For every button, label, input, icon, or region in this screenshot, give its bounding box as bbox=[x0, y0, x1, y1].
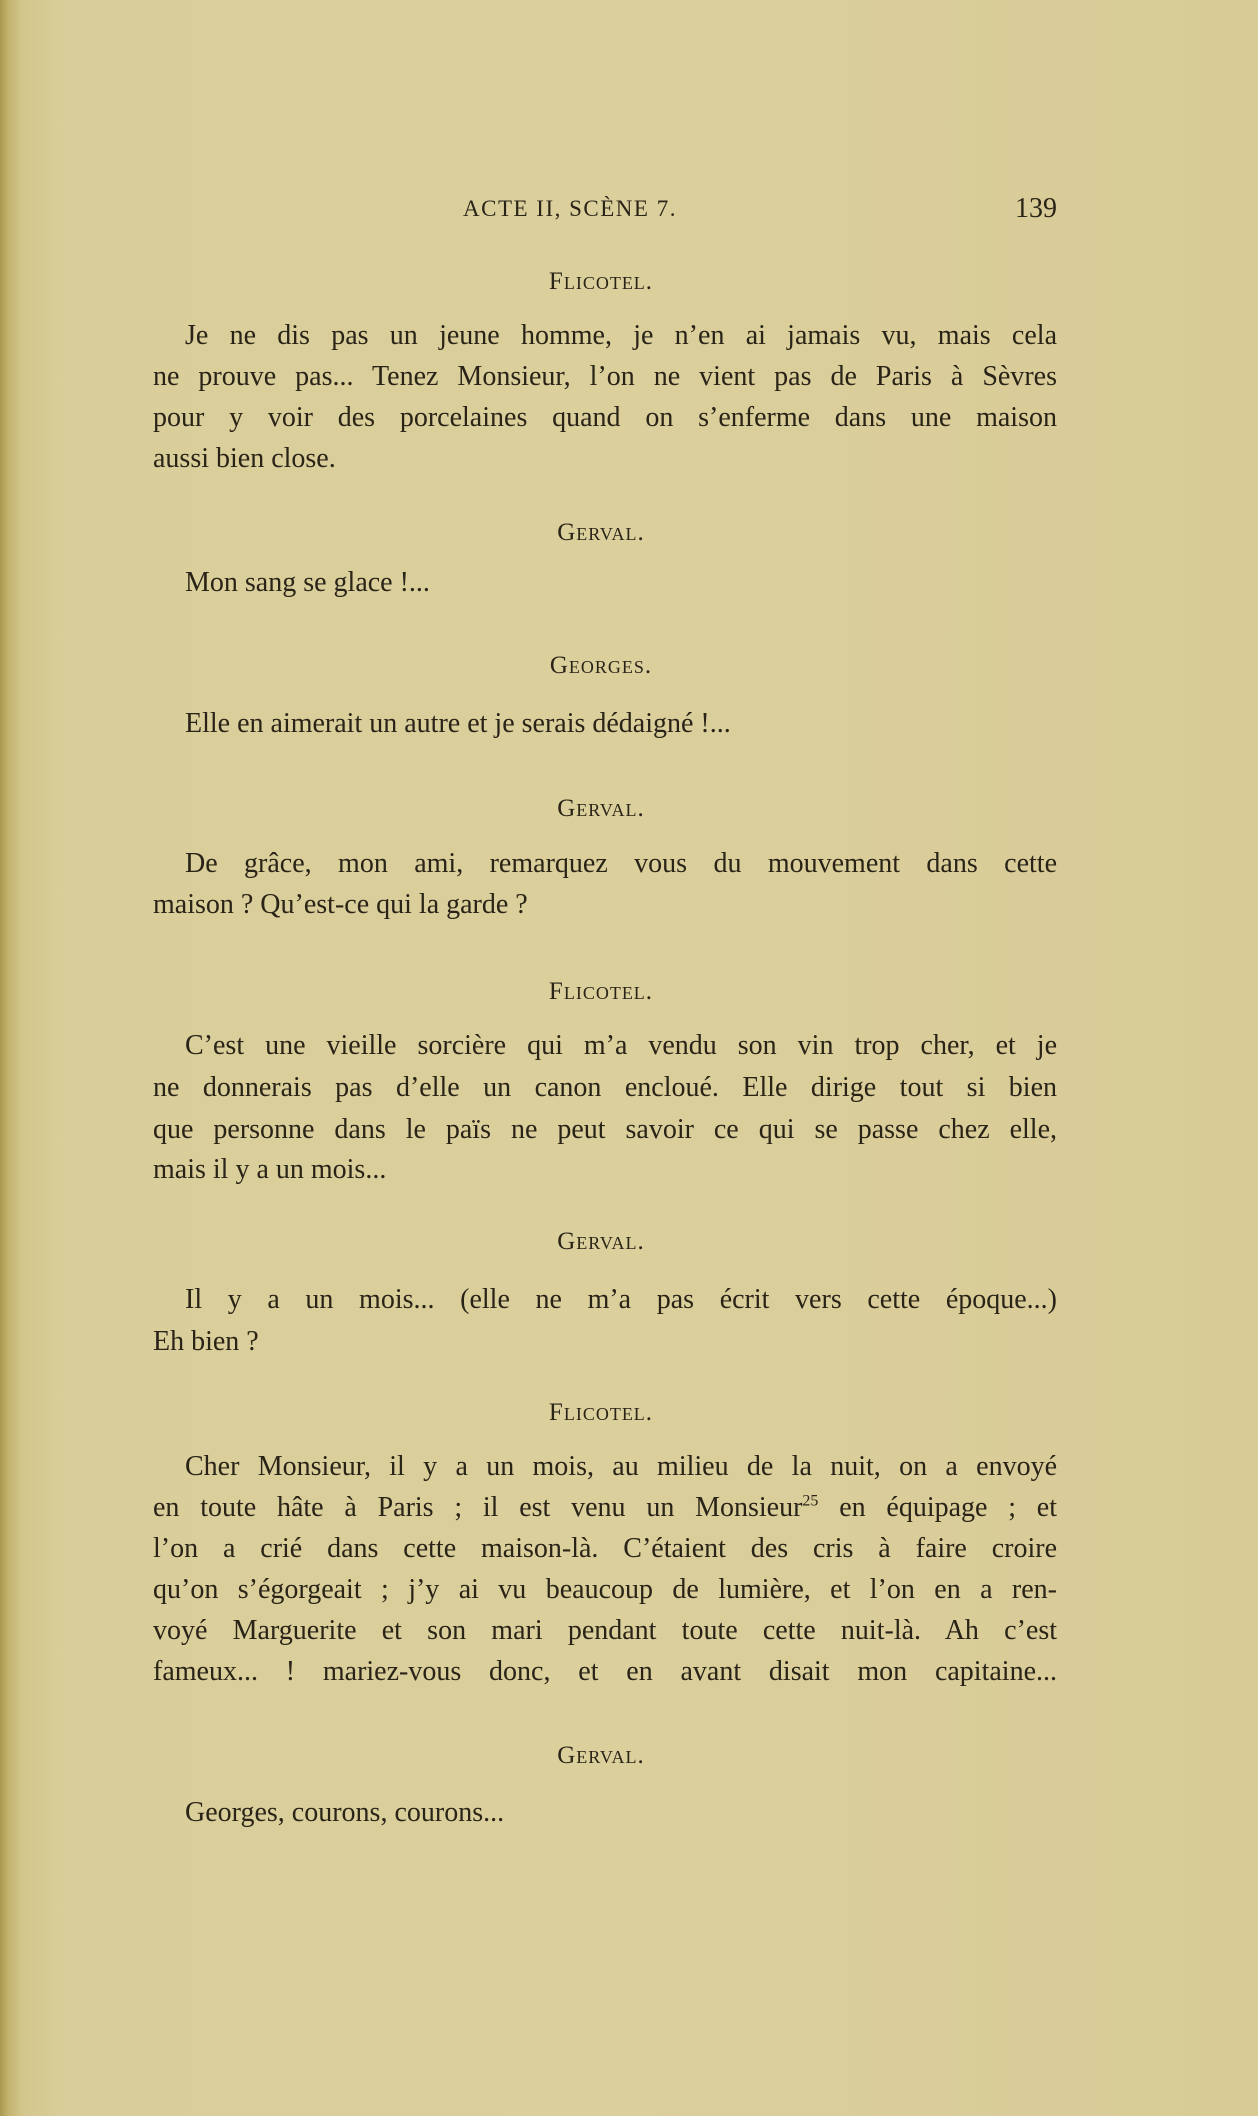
text-fragment: en toute hâte à Paris ; il est venu un Monsieur bbox=[153, 1492, 803, 1523]
speaker-name: Flicotel. bbox=[548, 1399, 654, 1426]
text-line: voyé Marguerite et son mari pendant toute cette nuit-là. Ah c’est bbox=[153, 1615, 1057, 1646]
running-title: ACTE II, SCÈNE 7. bbox=[463, 196, 677, 221]
text-line: pour y voir des porcelaines quand on s’enferme dans une maison bbox=[153, 402, 1057, 433]
text-line: Georges, courons, courons... bbox=[185, 1797, 505, 1828]
text-line: ne prouve pas... Tenez Monsieur, l’on ne vient pas de Paris à Sèvres bbox=[153, 361, 1057, 392]
text-line: Elle en aimerait un autre et je serais dédaigné !... bbox=[185, 708, 731, 739]
text-line: De grâce, mon ami, remarquez vous du mouvement dans cette bbox=[185, 848, 1057, 879]
footnote-marker[interactable]: 25 bbox=[802, 1492, 819, 1510]
text-line: ne donnerais pas d’elle un canon encloué. Elle dirige tout si bien bbox=[153, 1072, 1057, 1103]
speaker-name: Gerval. bbox=[557, 519, 645, 546]
text-line: aussi bien close. bbox=[153, 443, 336, 474]
speaker-name: Gerval. bbox=[557, 1742, 645, 1769]
text-line: l’on a crié dans cette maison-là. C’étaient des cris à faire croire bbox=[153, 1533, 1057, 1564]
page-number: 139 bbox=[1015, 193, 1057, 224]
speaker-name: Flicotel. bbox=[548, 268, 654, 295]
text-line: que personne dans le païs ne peut savoir ce qui se passe chez elle, bbox=[153, 1114, 1057, 1145]
speaker-name: Flicotel. bbox=[548, 978, 654, 1005]
text-line bbox=[153, 1490, 1057, 1526]
text-line: C’est une vieille sorcière qui m’a vendu son vin trop cher, et je bbox=[185, 1030, 1057, 1061]
speaker-name: Georges. bbox=[549, 652, 653, 679]
text-line: Cher Monsieur, il y a un mois, au milieu de la nuit, on a envoyé bbox=[185, 1451, 1057, 1482]
text-line: Mon sang se glace !... bbox=[185, 567, 430, 598]
text-fragment: en équipage ; et bbox=[818, 1492, 1057, 1523]
text-line: Il y a un mois... (elle ne m’a pas écrit vers cette époque...) bbox=[185, 1284, 1057, 1315]
speaker-name: Gerval. bbox=[557, 795, 645, 822]
speaker-name: Gerval. bbox=[557, 1228, 645, 1255]
text-line: Je ne dis pas un jeune homme, je n’en ai jamais vu, mais cela bbox=[185, 320, 1057, 351]
text-line: mais il y a un mois... bbox=[153, 1154, 387, 1185]
text-line: Eh bien ? bbox=[153, 1326, 259, 1357]
text-line: qu’on s’égorgeait ; j’y ai vu beaucoup de lumière, et l’on en a ren- bbox=[153, 1574, 1057, 1605]
text-line: maison ? Qu’est-ce qui la garde ? bbox=[153, 889, 528, 920]
text-line: fameux... ! mariez-vous donc, et en avant disait mon capitaine... bbox=[153, 1656, 1057, 1687]
